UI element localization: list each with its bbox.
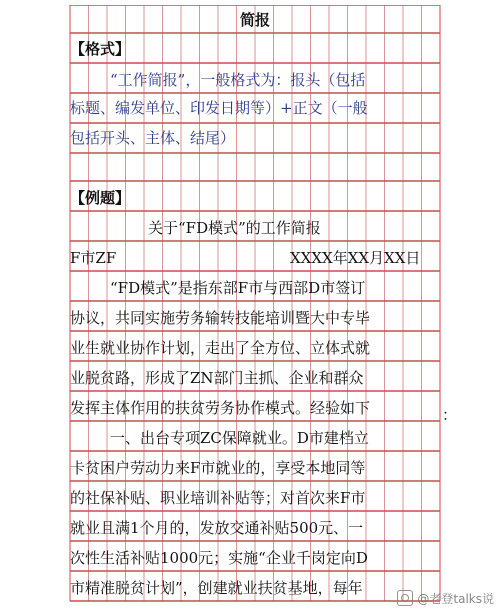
document-title [70,6,440,32]
format-line-3-text: 包括开头、主体、结尾） [70,128,236,147]
example-title-text: 关于“FD模式”的工作简报 [148,218,321,237]
body-line-text: 业生就业协作计划，走出了全方位、立体式就 [70,338,371,357]
body-line-text: 就业且满1个月的，发放交通补贴500元、一 [70,518,364,537]
body-line-text: 业脱贫路，形成了ZN部门主抓、企业和群众 [70,368,364,387]
body-line [70,394,440,420]
body-line-text: 市精准脱贫计划”，创建就业扶贫基地，每年 [70,578,363,597]
format-line-1 [70,66,440,92]
body-line [70,274,440,300]
issuer-name: F市ZF [70,248,117,267]
body-line-text: “FD模式”是指东部F市与西部D市签订 [110,278,366,297]
body-line [70,454,440,480]
body-line-text: 的社保补贴、职业培训补贴等；对首次来F市 [70,488,366,507]
section-format-text: 【格式】 [70,39,131,58]
section-format-heading [70,35,440,61]
body-line-text: 次性生活补贴1000元；实施“企业千岗定向D [70,548,368,567]
example-meta-row [70,244,440,270]
body-line [70,544,440,570]
body-line [70,484,440,510]
body-line [70,574,440,600]
watermark-text: @老登talks说 [417,591,494,606]
body-line-text: 卡贫困户劳动力来F市就业的，享受本地同等 [70,458,366,477]
format-line-3 [70,124,440,150]
format-line-1-text: “工作简报”，一般格式为：报头（包括 [110,70,366,89]
camera-icon [397,590,413,606]
body-line [70,364,440,390]
body-line-text: 发挥主体作用的扶贫劳务协作模式。经验如下 [70,398,371,417]
section-example-text: 【例题】 [70,188,131,207]
body-line-text: 一、出台专项ZC保障就业。D市建档立 [110,428,369,447]
issue-date: XXXX年XX月XX日 [290,248,421,267]
document-title-text: 简报 [239,10,270,29]
watermark [397,588,494,608]
body-line [70,304,440,330]
format-line-2-text: 标题、编发单位、印发日期等）+正文（一般 [70,98,368,117]
format-line-2 [70,94,440,120]
body-line [70,424,440,450]
example-title [70,214,440,240]
body-line [70,514,440,540]
body-line [70,334,440,360]
section-example-heading [70,184,440,210]
overflow-colon: ： [442,406,458,424]
body-line-text: 协议，共同实施劳务输转技能培训暨大中专毕 [70,308,371,327]
